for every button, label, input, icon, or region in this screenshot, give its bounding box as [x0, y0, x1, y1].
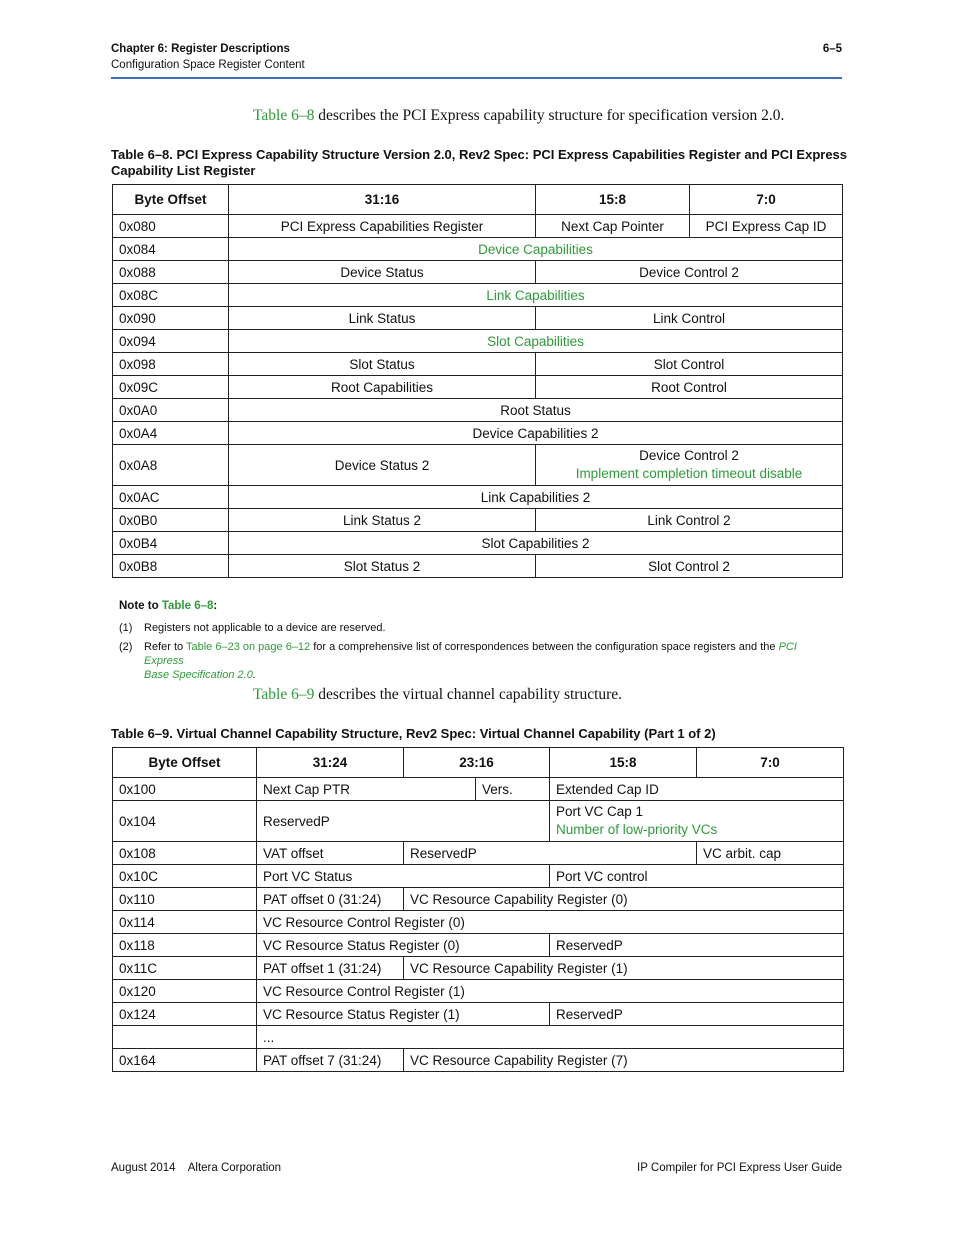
register-cell: Root Control	[536, 376, 843, 399]
register-cell: VC Resource Capability Register (1)	[404, 957, 844, 980]
register-cell: Device Capabilities 2	[229, 422, 843, 445]
register-cell: Device Status 2	[229, 445, 536, 486]
table-row	[113, 842, 844, 865]
offset-cell: 0x0B8	[113, 555, 229, 578]
column-header: 31:16	[229, 185, 536, 215]
offset-cell: 0x110	[113, 888, 257, 911]
offset-cell: 0x0B4	[113, 532, 229, 555]
register-cell: VC arbit. cap	[697, 842, 844, 865]
table-row	[113, 284, 843, 307]
table-row	[113, 486, 843, 509]
register-cell: ...	[257, 1026, 844, 1049]
offset-cell: 0x108	[113, 842, 257, 865]
column-header: 7:0	[690, 185, 843, 215]
register-cell: Slot Status	[229, 353, 536, 376]
offset-cell: 0x080	[113, 215, 229, 238]
column-header: Byte Offset	[113, 185, 229, 215]
footer-left: August 2014 Altera Corporation	[111, 1162, 282, 1174]
register-cell: Link Control	[536, 307, 843, 330]
offset-cell: 0x11C	[113, 957, 257, 980]
register-link-cell[interactable]: Link Capabilities	[229, 284, 843, 307]
register-cell: ReservedP	[550, 1003, 844, 1026]
register-cell: Link Status 2	[229, 509, 536, 532]
register-cell: Port VC control	[550, 865, 844, 888]
offset-cell: 0x090	[113, 307, 229, 330]
register-cell: Extended Cap ID	[550, 778, 844, 801]
register-cell: Slot Capabilities 2	[229, 532, 843, 555]
offset-cell: 0x09C	[113, 376, 229, 399]
register-cell: VC Resource Control Register (1)	[257, 980, 844, 1003]
register-cell: Device Status	[229, 261, 536, 284]
note-text-part: Refer to	[144, 641, 186, 653]
offset-cell: 0x0AC	[113, 486, 229, 509]
offset-cell: 0x120	[113, 980, 257, 1003]
register-cell: Vers.	[482, 781, 513, 797]
offset-cell: 0x094	[113, 330, 229, 353]
register-link-cell[interactable]: Device Capabilities	[229, 238, 843, 261]
table-row	[113, 1003, 844, 1026]
table-row	[113, 980, 844, 1003]
column-header: Byte Offset	[113, 748, 257, 778]
note-2	[119, 640, 859, 681]
offset-cell: 0x0A8	[113, 445, 229, 486]
table-row	[113, 888, 844, 911]
notes-title	[119, 600, 217, 612]
register-cell: VC Resource Capability Register (0)	[404, 888, 844, 911]
offset-cell: 0x08C	[113, 284, 229, 307]
note-text: Registers not applicable to a device are reserved.	[144, 622, 386, 634]
offset-cell: 0x100	[113, 778, 257, 801]
offset-cell: 0x104	[113, 801, 257, 842]
offset-cell: 0x10C	[113, 865, 257, 888]
virtual-channel-table	[112, 747, 844, 1072]
table-6-8-caption	[111, 147, 851, 179]
register-name: Port VC Cap 1	[556, 804, 644, 819]
table-row	[113, 1026, 844, 1049]
table-row	[113, 238, 843, 261]
register-cell: ReservedP	[550, 934, 844, 957]
header-rule	[111, 77, 842, 79]
table-row	[113, 911, 844, 934]
register-cell: VC Resource Control Register (0)	[257, 911, 844, 934]
notes-title-colon: :	[213, 600, 218, 612]
intro-paragraph-2	[253, 686, 622, 704]
register-cell: Slot Control	[536, 353, 843, 376]
table-row	[113, 307, 843, 330]
register-detail-link[interactable]: Implement completion timeout disable	[575, 466, 803, 481]
register-cell: Link Capabilities 2	[229, 486, 843, 509]
register-cell: Slot Control 2	[536, 555, 843, 578]
table-row	[113, 353, 843, 376]
section-title: Configuration Space Register Content	[111, 59, 305, 71]
pcie-capability-table	[112, 184, 843, 578]
pcie-spec-link[interactable]: PCI Express	[144, 641, 797, 667]
notes-title-text: Note to	[119, 600, 162, 612]
table-row	[113, 801, 844, 842]
offset-cell: 0x084	[113, 238, 229, 261]
offset-cell: 0x0B0	[113, 509, 229, 532]
register-cell: Port VC Status	[257, 865, 550, 888]
caption-line: Capability List Register	[111, 163, 256, 178]
register-detail-link[interactable]: Number of low-priority VCs	[556, 822, 718, 837]
register-cell: Next Cap Pointer	[536, 215, 690, 238]
register-cell: VC Resource Status Register (0)	[257, 934, 550, 957]
table-row	[113, 509, 843, 532]
table-row	[113, 778, 844, 801]
notes-table-link[interactable]: Table 6–8	[161, 600, 214, 612]
register-cell: Slot Status 2	[229, 555, 536, 578]
note-number: (1)	[119, 622, 133, 634]
register-cell: Root Status	[229, 399, 843, 422]
column-header: 31:24	[257, 748, 404, 778]
table-row	[113, 555, 843, 578]
offset-cell: 0x098	[113, 353, 229, 376]
note-1	[119, 621, 859, 637]
column-header: 15:8	[550, 748, 697, 778]
offset-cell: 0x0A0	[113, 399, 229, 422]
footer-right: IP Compiler for PCI Express User Guide	[637, 1162, 842, 1174]
column-header: 7:0	[697, 748, 844, 778]
table-6-8-link[interactable]: Table 6–8	[253, 107, 315, 124]
register-cell: Link Control 2	[536, 509, 843, 532]
column-header: 15:8	[536, 185, 690, 215]
table-row	[113, 1049, 844, 1072]
note-number: (2)	[119, 641, 133, 653]
register-cell: PAT offset 0 (31:24)	[257, 888, 404, 911]
split-cell	[257, 778, 550, 801]
table-row	[113, 934, 844, 957]
caption-line: Table 6–8. PCI Express Capability Structure Version 2.0, Rev2 Spec: PCI Express Capabilities Register and PCI Express	[111, 147, 848, 162]
intro-text: describes the virtual channel capability structure.	[314, 686, 623, 703]
table-row	[113, 261, 843, 284]
register-cell: PCI Express Capabilities Register	[229, 215, 536, 238]
chapter-title: Chapter 6: Register Descriptions	[111, 43, 290, 55]
register-link-cell[interactable]: Slot Capabilities	[229, 330, 843, 353]
table-row	[113, 330, 843, 353]
register-cell-multi	[550, 801, 844, 842]
table-row	[113, 445, 843, 486]
offset-cell: 0x088	[113, 261, 229, 284]
register-cell: Device Control 2	[536, 261, 843, 284]
offset-cell	[113, 1026, 257, 1049]
register-cell: ReservedP	[257, 801, 550, 842]
offset-cell: 0x164	[113, 1049, 257, 1072]
register-cell: ReservedP	[404, 842, 697, 865]
table-row	[113, 957, 844, 980]
table-row	[113, 422, 843, 445]
table-row	[113, 865, 844, 888]
note-text-part: .	[252, 669, 256, 681]
table-row	[113, 376, 843, 399]
table-header-row	[113, 748, 844, 778]
register-cell: VC Resource Status Register (1)	[257, 1003, 550, 1026]
offset-cell: 0x114	[113, 911, 257, 934]
offset-cell: 0x124	[113, 1003, 257, 1026]
register-cell-multi	[536, 445, 843, 486]
table-6-23-link[interactable]: Table 6–23 on page 6–12	[186, 641, 311, 653]
table-row	[113, 399, 843, 422]
register-cell: Next Cap PTR	[257, 778, 476, 800]
note-text-part: for a comprehensive list of correspondences between the configuration space registers and the	[310, 641, 779, 653]
register-name: Device Control 2	[639, 448, 739, 463]
register-cell: Link Status	[229, 307, 536, 330]
intro-text: describes the PCI Express capability structure for specification version 2.0.	[314, 107, 785, 124]
register-cell: VAT offset	[257, 842, 404, 865]
note-text	[144, 640, 834, 682]
register-cell: Root Capabilities	[229, 376, 536, 399]
column-header: 23:16	[404, 748, 550, 778]
register-cell: PAT offset 7 (31:24)	[257, 1049, 404, 1072]
offset-cell: 0x118	[113, 934, 257, 957]
register-cell: VC Resource Capability Register (7)	[404, 1049, 844, 1072]
table-6-9-caption: Table 6–9. Virtual Channel Capability Structure, Rev2 Spec: Virtual Channel Capability (Part 1 of 2)	[111, 726, 716, 741]
register-cell: PCI Express Cap ID	[690, 215, 843, 238]
intro-paragraph-1	[253, 107, 784, 125]
table-header-row	[113, 185, 843, 215]
pcie-spec-link[interactable]: Base Specification 2.0	[144, 669, 253, 681]
register-cell: PAT offset 1 (31:24)	[257, 957, 404, 980]
table-row	[113, 532, 843, 555]
table-6-9-link[interactable]: Table 6–9	[253, 686, 315, 703]
offset-cell: 0x0A4	[113, 422, 229, 445]
page-number: 6–5	[822, 43, 842, 55]
table-row	[113, 215, 843, 238]
